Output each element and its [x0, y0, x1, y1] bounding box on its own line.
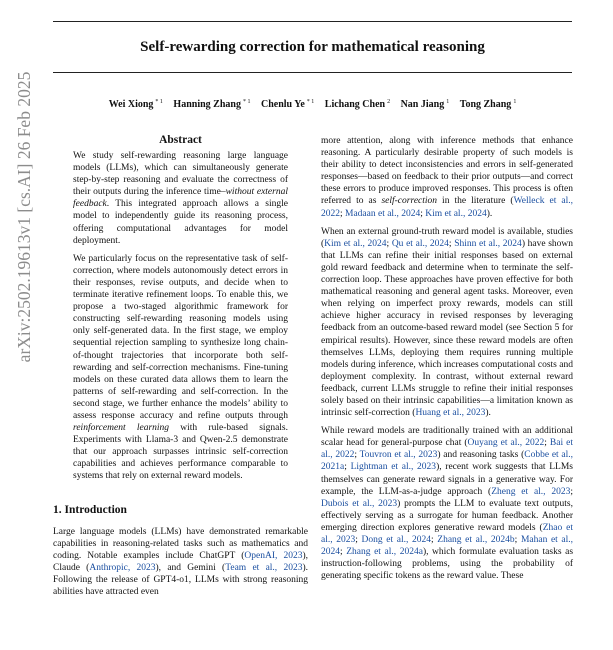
text-run: ; — [354, 450, 360, 461]
text-run: ; — [340, 547, 347, 558]
citation-link[interactable]: Mahan et al., 2024 — [321, 535, 574, 558]
title-rule-bottom — [53, 72, 572, 73]
emphasis: self-correction — [381, 196, 438, 207]
citation-link[interactable]: Cobbe et al., 2021a — [321, 450, 574, 473]
citation-link[interactable]: Kim et al., 2024 — [425, 208, 487, 219]
citation-link[interactable]: Qu et al., 2024 — [391, 238, 449, 249]
text-run: We particularly focus on the representative task of self-correction, where models autonomously detect errors in their responses, revise outputs, and decide when to terminate iterative refinement loops. To enable this, we propose a two-staged algorithmic framework for constructing self-rewarding reasoning models using only self-generated data. In the first stage, we employ sequential rejection sampling to synthesize long chain-of-thought trajectories that incorporate both self-rewarding and self-correction mechanisms. Fine-tuning models on these curated data allows them to learn the patterns of self-rewarding and self-correction. In the second stage, we further enhance the models’ ability to assess response accuracy and refine outputs through — [73, 253, 288, 421]
text-run: ), recent work suggests that LLMs themselves can generate reward signals in a generative way. For example, the LLM-as-a-judge approach ( — [321, 462, 574, 497]
text-run: ; — [355, 535, 362, 545]
text-run: . This integrated approach allows a single model to independently guide its reasoning process, offering computational advantages for model deployment. — [73, 199, 288, 246]
text-run: ; — [420, 208, 426, 219]
citation-link[interactable]: Huang et al., 2023 — [415, 408, 486, 419]
citation-link[interactable]: Dubois et al., 2023 — [321, 498, 398, 509]
right-column — [321, 135, 573, 588]
text-run: Large language models (LLMs) have demonstrated remarkable capabilities in reasoning-related tasks such as mathematics and coding. Notable examples include ChatGPT ( — [53, 526, 308, 561]
abstract-heading: Abstract — [159, 134, 202, 146]
paragraph — [73, 253, 288, 483]
citation-link[interactable]: Zhao et al., 2023 — [321, 522, 573, 545]
text-run: When an external ground-truth reward model is available, studies ( — [321, 226, 573, 249]
paragraph — [321, 425, 573, 582]
emphasis: without external feedback — [73, 187, 288, 210]
paragraph — [53, 526, 308, 599]
citation-link[interactable]: Welleck et al., 2022 — [321, 196, 573, 219]
citation-link[interactable]: Madaan et al., 2024 — [345, 208, 421, 219]
abstract-block — [53, 133, 308, 483]
paragraph — [73, 150, 288, 247]
paragraph — [321, 135, 573, 220]
text-run: While reward models are traditionally trained with an additional scalar head for general-purpose chat ( — [321, 426, 573, 449]
citation-link[interactable]: Dong et al., 2024 — [361, 535, 431, 545]
section-heading-introduction: 1. Introduction — [53, 503, 127, 516]
citation-link[interactable]: Shinn et al., 2024 — [454, 238, 522, 249]
author: Nan Jiang $^1$ — [400, 99, 450, 110]
text-run: ) prompts the LLM to evaluate text outputs, effectively serving as a surrogate for human feedback. Another emerging direction explores generative reward models ( — [321, 498, 573, 533]
text-run: ; — [514, 535, 521, 545]
text-run: ) and reasoning tasks ( — [437, 450, 525, 461]
citation-link[interactable]: Lightman et al., 2023 — [350, 462, 437, 473]
citation-link[interactable]: OpenAI, 2023 — [244, 550, 303, 561]
text-run: ; — [386, 238, 392, 249]
citation-link[interactable]: Touvron et al., 2023 — [359, 450, 438, 461]
author: Lichang Chen $^2$ — [324, 99, 391, 110]
citation-link[interactable]: Zhang et al., 2024b — [437, 535, 515, 545]
author-list — [53, 95, 572, 112]
text-run: ; — [448, 238, 455, 249]
citation-link[interactable]: Bai et al., 2022 — [321, 438, 573, 461]
text-run: ; — [344, 462, 351, 473]
citation-link[interactable]: Team et al., 2023 — [225, 562, 303, 573]
citation-link[interactable]: Zheng et al., 2023 — [491, 486, 571, 497]
text-run: ; — [570, 486, 574, 497]
text-run: ), and Gemini ( — [155, 562, 226, 573]
citation-link[interactable]: Anthropic, 2023 — [89, 562, 156, 573]
text-run: more attention, along with inference methods that enhance reasoning. A particularly desirable property of such models is their ability to detect inconsistencies and errors in self-generated responses—based on feedback to their prior outputs—and correct these errors to produce improved responses. This process is often referred to as — [321, 136, 573, 207]
citation-link[interactable]: Kim et al., 2024 — [324, 238, 387, 249]
text-run: ) have shown that LLMs can refine their initial responses based on external gold reward feedback and determine when to terminate the self-correction loop. These approaches have proven effective for both mathematical reasoning and general agent tasks. Moreover, even when relying on imperfect proxy rewards, models can still achieve higher accuracy in revised responses by leveraging feedback from an outcome-based reward model (see Section 5 for empirical results). However, since these reward models are often themselves LLMs, deploying them requires running multiple models during inference, which increases computational costs and deployment complexity. In contrast, without external reward feedback, current LLMs struggle to refine their initial responses solely based on their intrinsic capabilities—a limitation known as intrinsic self-correction ( — [321, 238, 574, 419]
author: Chenlu Ye $^{* 1}$ — [260, 99, 315, 110]
text-run: with rule-based signals. Experiments with Llama-3 and Qwen-2.5 demonstrate that our approach surpasses intrinsic self-correction capabilities and achieves performance comparable to systems that rely on external reward models. — [73, 423, 288, 482]
text-run: ), Claude ( — [53, 550, 308, 573]
text-run: ), which formulate evaluation tasks as instruction-following problems, using the probability of generating specific tokens as the reward value. These — [321, 547, 574, 582]
left-column — [53, 133, 308, 604]
text-run: ). Following the release of GPT4-o1, LLMs with strong reasoning abilities have attracted even — [53, 562, 308, 597]
text-run: We study self-rewarding reasoning large language models (LLMs), which can simultaneously generate step-by-step reasoning and evaluate the correctness of their outputs during the inference time– — [73, 151, 288, 198]
emphasis: reinforcement learning — [73, 423, 170, 434]
text-run: ; — [544, 438, 550, 449]
author: Tong Zhang $^1$ — [459, 99, 517, 110]
text-run: in the literature ( — [437, 196, 514, 207]
author: Wei Xiong $^{* 1}$ — [108, 99, 163, 110]
author: Hanning Zhang $^{* 1}$ — [173, 99, 251, 110]
title-rule-top — [53, 21, 572, 22]
abstract-body — [73, 150, 288, 483]
arxiv-identifier: arXiv:2502.19613v1 [cs.AI] 26 Feb 2025 — [14, 71, 34, 363]
introduction-text-right — [321, 135, 573, 582]
paper-title: Self-rewarding correction for mathematical reasoning — [140, 39, 485, 55]
paragraph — [321, 226, 573, 420]
text-run: ). — [485, 408, 491, 419]
citation-link[interactable]: Ouyang et al., 2022 — [467, 438, 545, 449]
text-run: ; — [431, 535, 438, 545]
text-run: ). — [486, 208, 493, 219]
citation-link[interactable]: Zhang et al., 2024a — [346, 547, 423, 558]
text-run: ; — [340, 208, 346, 219]
introduction-text-left — [53, 526, 308, 599]
